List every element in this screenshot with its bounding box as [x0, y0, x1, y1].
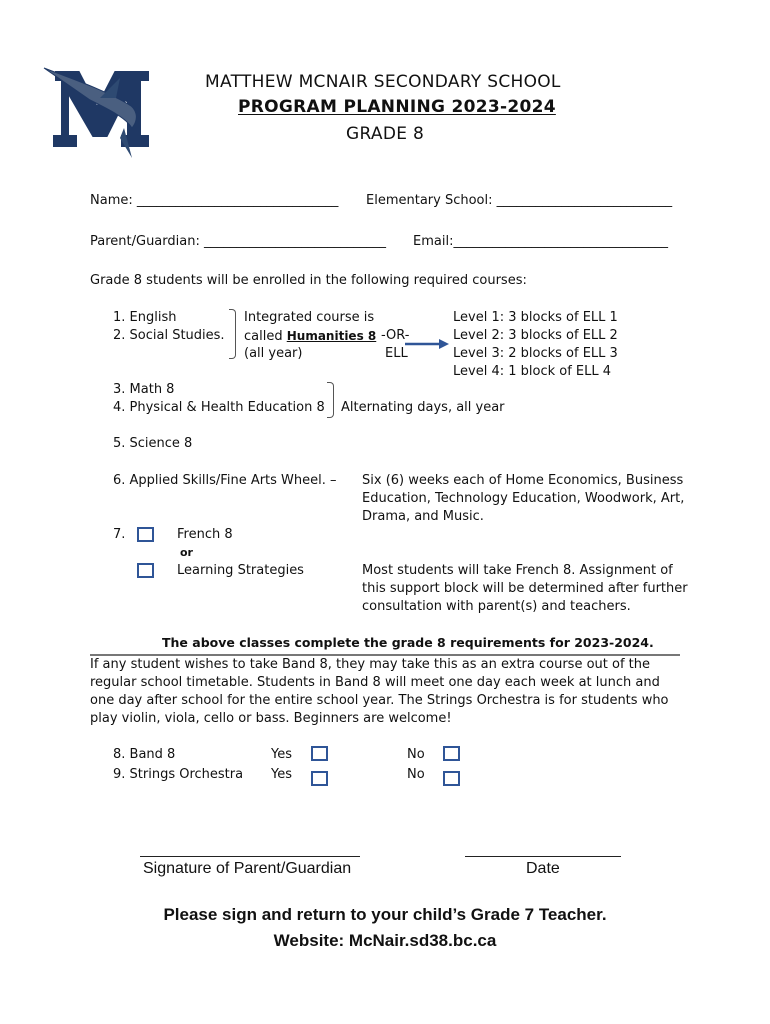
integrated-line3: (all year)	[244, 346, 303, 361]
email-label: Email:	[413, 234, 454, 249]
band-yes-checkbox[interactable]	[311, 746, 328, 761]
name-field-row[interactable]	[90, 192, 338, 210]
band-no-label: No	[407, 747, 425, 762]
french-desc-3: consultation with parent(s) and teachers.	[362, 599, 631, 614]
integrated-line2	[244, 327, 376, 346]
ell-level-3: Level 3: 2 blocks of ELL 3	[453, 346, 618, 361]
elementary-school-label: Elementary School:	[366, 193, 493, 208]
date-line[interactable]	[465, 856, 621, 857]
complete-note: The above classes complete the grade 8 requirements for 2023-2024.	[162, 635, 654, 650]
french-desc-2: this support block will be determined after further	[362, 581, 688, 596]
or-text: -OR-	[381, 328, 410, 343]
or-small-text: or	[180, 546, 193, 559]
band-label: 8. Band 8	[113, 747, 176, 762]
course-phe: 4. Physical & Health Education 8	[113, 400, 325, 415]
course-english: 1. English	[113, 310, 177, 325]
parent-field-row[interactable]	[90, 233, 386, 251]
strings-no-checkbox[interactable]	[443, 771, 460, 786]
ell-level-2: Level 2: 3 blocks of ELL 2	[453, 328, 618, 343]
band-no-checkbox[interactable]	[443, 746, 460, 761]
date-label: Date	[526, 860, 560, 877]
strings-no-label: No	[407, 767, 425, 782]
website-text: Website: McNair.sd38.bc.ca	[273, 931, 497, 950]
program-title: PROGRAM PLANNING 2023-2024	[238, 97, 556, 117]
course-science: 5. Science 8	[113, 436, 193, 451]
school-name: MATTHEW MCNAIR SECONDARY SCHOOL	[205, 72, 561, 92]
french-label: French 8	[177, 527, 233, 542]
alternating-brace	[327, 382, 334, 418]
name-blank[interactable]: _______________________________	[136, 193, 339, 208]
wheel-desc-3: Drama, and Music.	[362, 509, 484, 524]
called-text: called	[244, 329, 283, 344]
arrow-right-icon	[405, 339, 449, 349]
elementary-school-row[interactable]	[366, 192, 672, 210]
email-blank[interactable]: _________________________________	[453, 234, 668, 249]
logo-graphic	[40, 58, 155, 163]
name-label: Name:	[90, 193, 133, 208]
wheel-desc-2: Education, Technology Education, Woodwork, Art,	[362, 491, 685, 506]
band-paragraph: If any student wishes to take Band 8, they may take this as an extra course out of the regular school timetable. Students in Band 8 will meet one day each week at lunch and one day after school for the entire school year. The Strings Orchestra is for students who play violin, viola, cello or bass. Beginners are welcome!	[90, 657, 669, 726]
integrated-brace	[229, 309, 236, 359]
humanities-text: Humanities 8	[286, 329, 377, 343]
elementary-school-blank[interactable]: ___________________________	[496, 193, 673, 208]
course-social-studies: 2. Social Studies.	[113, 328, 225, 343]
parent-label: Parent/Guardian:	[90, 234, 200, 249]
strings-label: 9. Strings Orchestra	[113, 767, 244, 782]
school-logo	[40, 58, 155, 163]
learning-strategies-checkbox[interactable]	[137, 563, 154, 578]
course-applied-skills: 6. Applied Skills/Fine Arts Wheel. –	[113, 473, 337, 488]
band-yes-label: Yes	[271, 747, 292, 762]
intro-text: Grade 8 students will be enrolled in the following required courses:	[90, 273, 527, 288]
parent-blank[interactable]: ____________________________	[203, 234, 386, 249]
course-7-number: 7.	[113, 527, 126, 542]
strings-yes-checkbox[interactable]	[311, 771, 328, 786]
course-math: 3. Math 8	[113, 382, 175, 397]
alternating-text: Alternating days, all year	[341, 400, 505, 415]
ell-text: ELL	[385, 346, 408, 361]
email-field-row[interactable]	[413, 233, 668, 251]
return-instruction: Please sign and return to your child’s Grade 7 Teacher.	[163, 905, 607, 924]
strings-yes-label: Yes	[271, 767, 292, 782]
learning-strategies-label: Learning Strategies	[177, 563, 304, 578]
french-checkbox[interactable]	[137, 527, 154, 542]
grade-title: GRADE 8	[346, 124, 425, 144]
integrated-line1: Integrated course is	[244, 310, 375, 325]
ell-level-1: Level 1: 3 blocks of ELL 1	[453, 310, 618, 325]
wheel-desc-1: Six (6) weeks each of Home Economics, Business	[362, 473, 684, 488]
signature-line[interactable]	[140, 856, 360, 857]
ell-level-4: Level 4: 1 block of ELL 4	[453, 364, 612, 379]
french-desc-1: Most students will take French 8. Assignment of	[362, 563, 673, 578]
signature-label: Signature of Parent/Guardian	[143, 860, 352, 877]
